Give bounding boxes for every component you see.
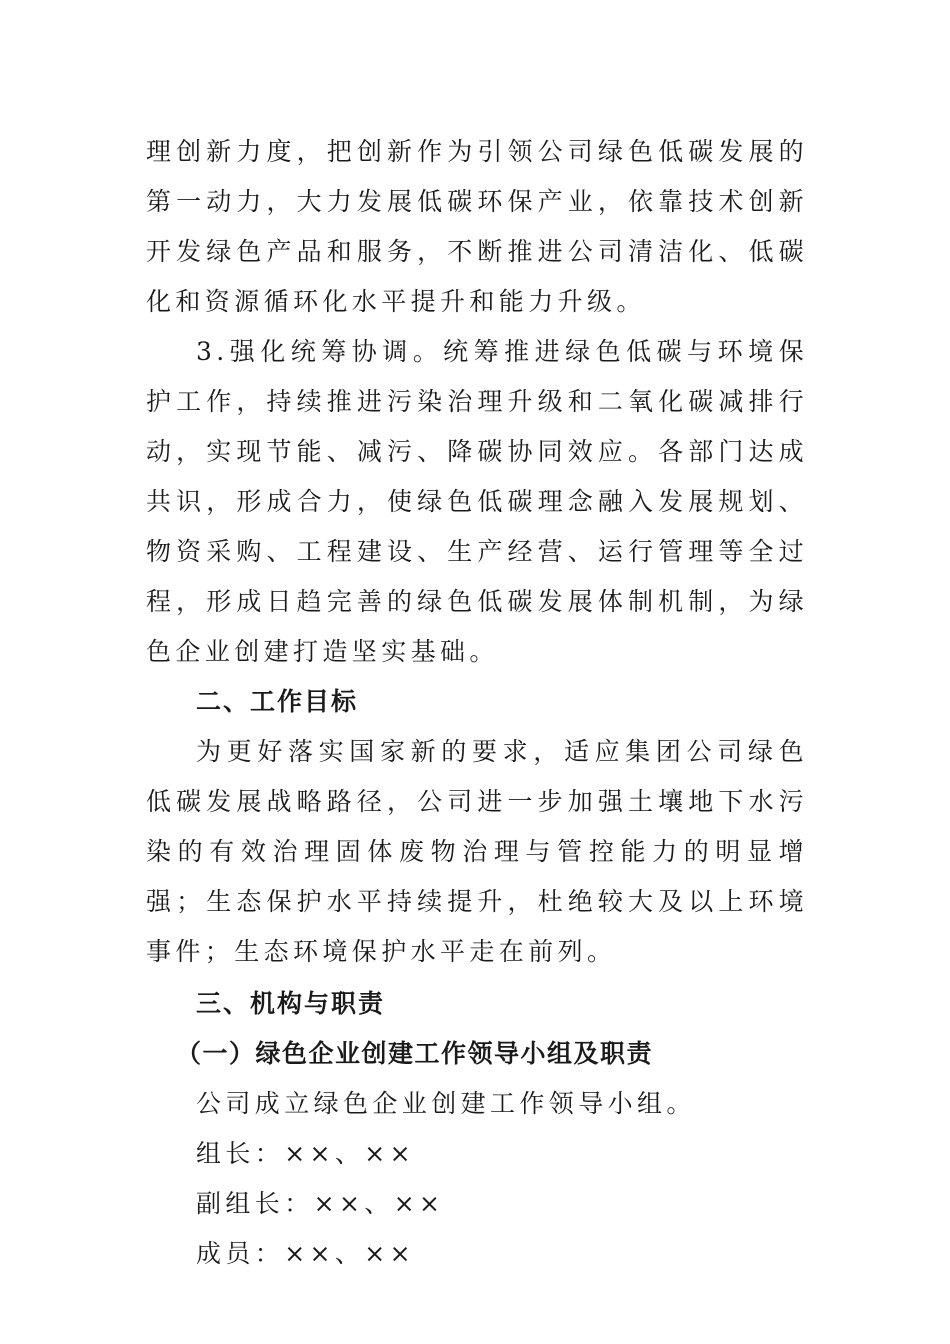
deputy-leader-line: 副组长：××、××: [196, 1189, 445, 1218]
subsection-heading-leading-group: （一）绿色企业创建工作领导小组及职责: [176, 1039, 654, 1068]
document-page: [146, 127, 808, 1279]
paragraph-leading-group: 公司成立绿色企业创建工作领导小组。: [196, 1089, 696, 1118]
group-leader-line: 组长：××、××: [196, 1139, 415, 1168]
section-heading-organization: 三、机构与职责: [196, 989, 386, 1018]
members-line: 成员：××、××: [196, 1239, 415, 1268]
paragraph-coordination: 3.强化统筹协调。统筹推进绿色低碳与环境保护工作，持续推进污染治理升级和二氧化碳减排行动，实现节能、减污、降碳协同效应。各部门达成共识，形成合力，使绿色低碳理念融入发展规划、物资采购、工程建设、生产经营、运行管理等全过程，形成日趋完善的绿色低碳发展体制机制，为绿色企业创建打造坚实基础。: [146, 337, 808, 666]
paragraph-innovation-continued: 理创新力度，把创新作为引领公司绿色低碳发展的第一动力，大力发展低碳环保产业，依靠技术创新开发绿色产品和服务，不断推进公司清洁化、低碳化和资源循环化水平提升和能力升级。: [146, 137, 808, 316]
paragraph-work-goals: 为更好落实国家新的要求，适应集团公司绿色低碳发展战略路径，公司进一步加强土壤地下水污染的有效治理固体废物治理与管控能力的明显增强；生态保护水平持续提升，杜绝较大及以上环境事件；生态环境保护水平走在前列。: [146, 737, 808, 966]
section-heading-work-goals: 二、工作目标: [196, 687, 359, 716]
